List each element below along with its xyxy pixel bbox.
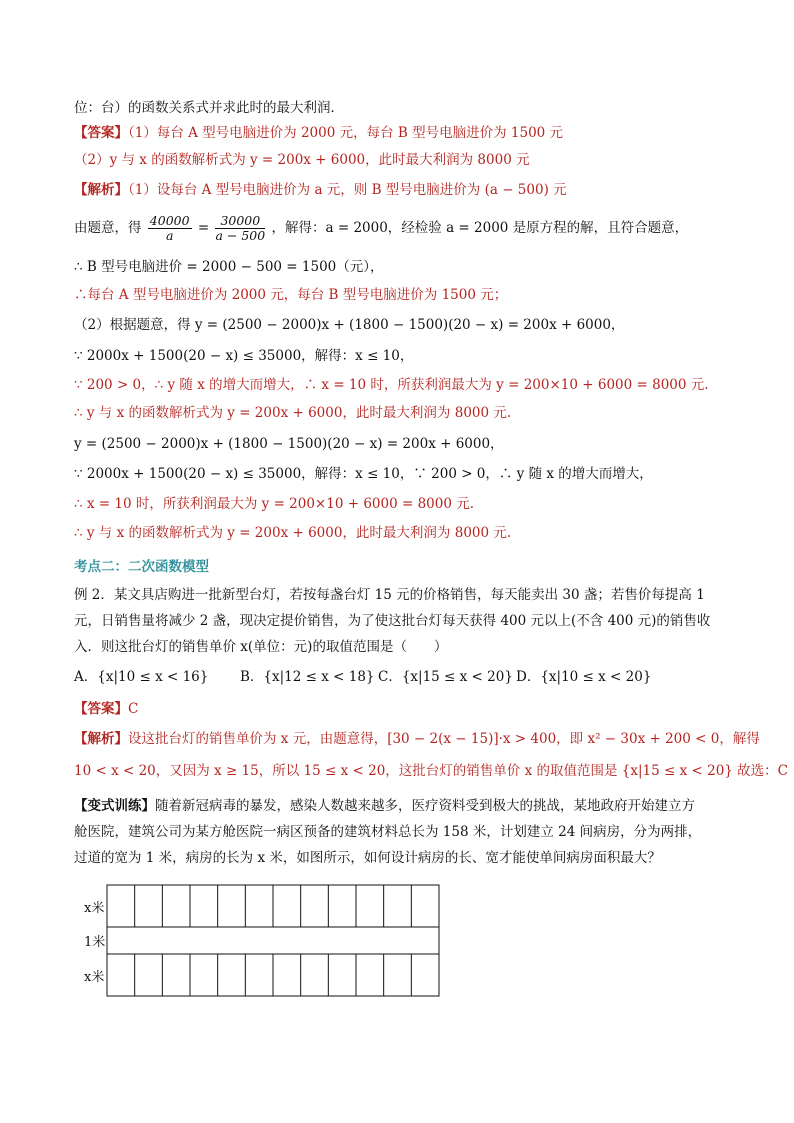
answer-tag: 【答案】 [74, 701, 128, 717]
answer-text: （1）每台 A 型号电脑进价为 2000 元，每台 B 型号电脑进价为 1500 元 [128, 125, 564, 141]
fraction-denominator: a − 500 [215, 228, 266, 243]
answer-tag: 【答案】 [74, 125, 128, 141]
option-b: B．{x|12 ≤ x < 18} [240, 669, 375, 685]
solution-text: 设这批台灯的销售单价为 x 元，由题意得，[30 − 2(x − 15)]·x > 400，即 x² − 30x + 200 < 0，解得 [128, 731, 760, 747]
analysis-line-9: y = (2500 − 2000)x + (1800 − 1500)(20 − x) = 200x + 6000， [74, 436, 504, 452]
analysis-line-10: ∵ 2000x + 1500(20 − x) ≤ 35000，解得：x ≤ 10，∵ 200 > 0，∴ y 随 x 的增大而增大， [74, 466, 653, 482]
answer-choice: C [128, 701, 139, 717]
analysis-text: 由题意，得 [74, 220, 142, 236]
corridor [107, 927, 439, 954]
variant-text: 随着新冠病毒的暴发，感染人数越来越多，医疗资料受到极大的挑战，某地政府开始建立方 [155, 798, 695, 814]
analysis-line-2: 由题意，得 $\frac{40000}{a}$ = $\frac{30000}{a - 500}$ ，解得：a = 2000，经检验 a = 2000 是原方程的解，且符合题意， [74, 213, 689, 243]
row-label-corridor: 1米 [84, 935, 106, 950]
answer-line-1 [74, 124, 563, 142]
example-line-3: 入．则这批台灯的销售单价 x(单位：元)的取值范围是（ ） [74, 639, 448, 655]
section-heading: 考点二：二次函数模型 [74, 559, 209, 575]
example-line-1: 例 2．某文具店购进一批新型台灯，若按每盏台灯 15 元的价格销售，每天能卖出 30 盏；若售价每提高 1 [74, 587, 705, 603]
fraction-numerator: 40000 [149, 213, 190, 228]
analysis-tag: 【解析】 [74, 731, 128, 747]
analysis-tag: 【解析】 [74, 182, 128, 198]
example-line-2: 元，日销售量将减少 2 盏，现决定提价销售，为了使这批台灯每天获得 400 元以上(不含 400 元)的销售收 [74, 613, 711, 629]
analysis-line-8: ∴ y 与 x 的函数解析式为 y = 200x + 6000，此时最大利润为 8000 元. [74, 405, 512, 421]
variant-tag: 【变式训练】 [74, 798, 155, 814]
analysis-line-1 [74, 181, 567, 199]
room-dividers [135, 885, 412, 996]
text-line: 位：台）的函数关系式并求此时的最大利润． [74, 100, 344, 116]
variant-line-2: 舱医院，建筑公司为某方舱医院一病区预备的建筑材料总长为 158 米，计划建立 24 间病房，分为两排， [74, 824, 702, 840]
answer-text: （2）y 与 x 的函数解析式为 y = 200x + 6000，此时最大利润为 8000 元 [74, 152, 530, 168]
variant-line-3: 过道的宽为 1 米，病房的长为 x 米，如图所示，如何设计病房的长、宽才能使单间病房面积最大？ [74, 850, 661, 866]
answer-line-2 [74, 151, 530, 169]
option-a: A．{x|10 ≤ x < 16} [74, 669, 209, 685]
analysis-line-6: ∵ 2000x + 1500(20 − x) ≤ 35000，解得：x ≤ 10， [74, 348, 414, 364]
option-d: D．{x|10 ≤ x < 20} [516, 669, 652, 685]
solution-line-1 [74, 730, 760, 748]
row-label-top: x米 [84, 901, 105, 916]
analysis-text: ，解得：a = 2000，经检验 a = 2000 是原方程的解，且符合题意， [271, 220, 689, 236]
answer-line-3 [74, 700, 138, 718]
fraction-numerator: 30000 [215, 214, 265, 229]
fraction-denominator: a [165, 228, 174, 243]
ward-layout-diagram [80, 883, 450, 1003]
analysis-line-12: ∴ y 与 x 的函数解析式为 y = 200x + 6000，此时最大利润为 8000 元. [74, 525, 512, 541]
analysis-text: （1）设每台 A 型号电脑进价为 a 元，则 B 型号电脑进价为 (a − 500) 元 [128, 182, 567, 198]
fraction-2 [215, 214, 265, 243]
analysis-line-4: ∴每台 A 型号电脑进价为 2000 元，每台 B 型号电脑进价为 1500 元； [74, 287, 508, 303]
fraction-1 [148, 214, 192, 243]
analysis-line-11: ∴ x = 10 时，所获利润最大为 y = 200×10 + 6000 = 8000 元. [74, 496, 475, 512]
analysis-line-3: ∴ B 型号电脑进价 = 2000 − 500 = 1500（元）， [74, 259, 384, 275]
solution-line-2: 10 < x < 20，又因为 x ≥ 15，所以 15 ≤ x < 20，这批台灯的销售单价 x 的取值范围是 {x|15 ≤ x < 20} 故选：C [74, 763, 788, 779]
variant-line-1 [74, 797, 695, 815]
option-c: C．{x|15 ≤ x < 20} [378, 669, 513, 685]
analysis-line-7: ∵ 200 > 0，∴ y 随 x 的增大而增大，∴ x = 10 时，所获利润最大为 y = 200×10 + 6000 = 8000 元. [74, 377, 709, 393]
options-row [74, 668, 651, 686]
row-label-bottom: x米 [84, 970, 105, 985]
analysis-line-5: （2）根据题意，得 y = (2500 − 2000)x + (1800 − 1500)(20 − x) = 200x + 6000， [74, 317, 625, 333]
